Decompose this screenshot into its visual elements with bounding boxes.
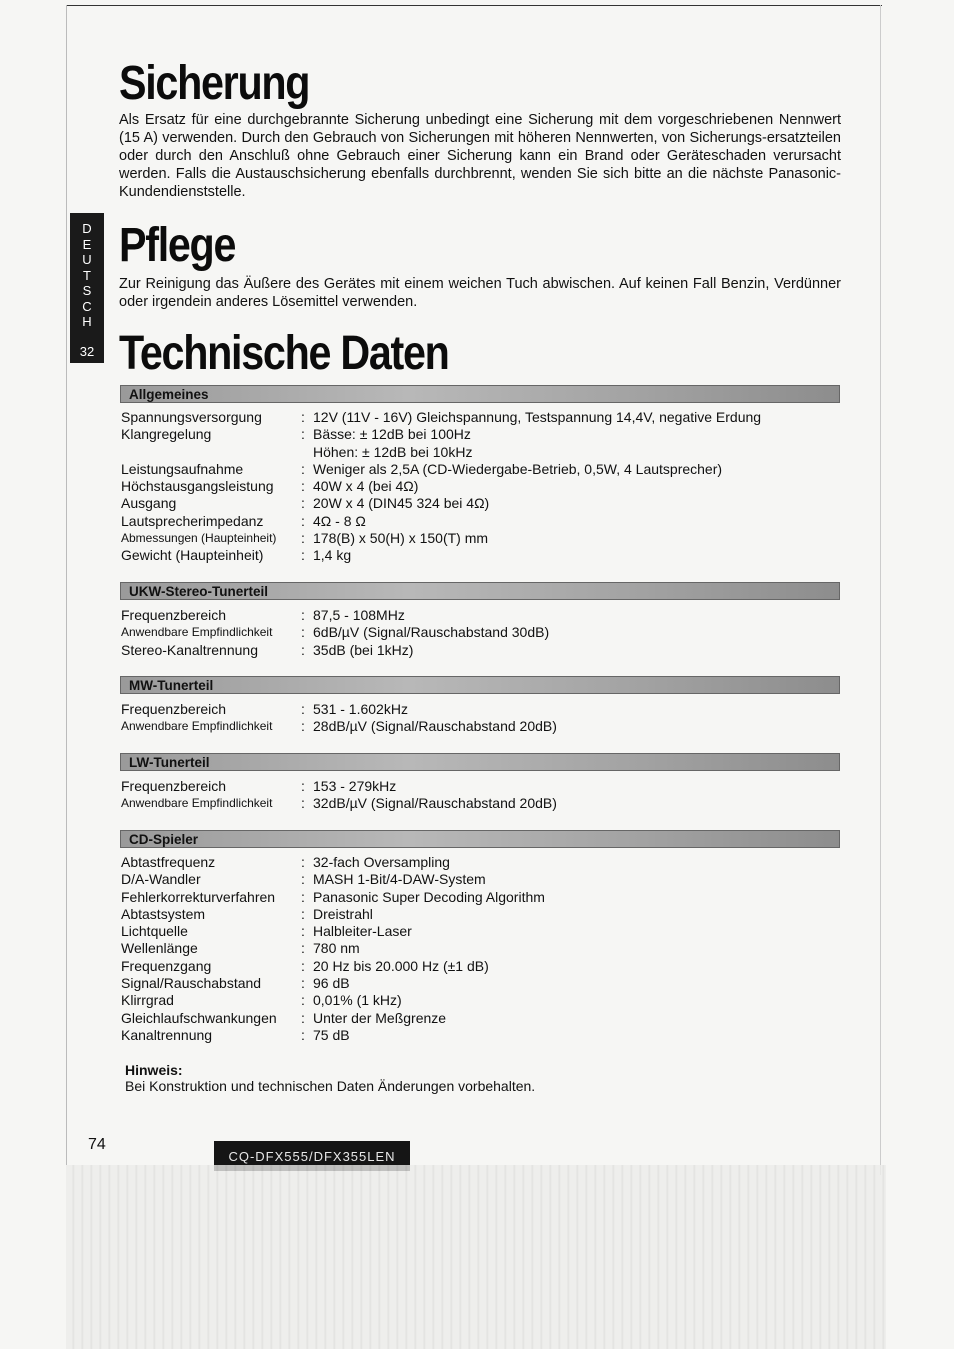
spec-value: Dreistrahl — [313, 905, 373, 922]
spec-value: 32-fach Oversampling — [313, 854, 450, 870]
section-band-mw — [120, 676, 840, 694]
spec-row — [121, 906, 841, 923]
lang-letter: T — [83, 267, 91, 283]
heading-sicherung: Sicherung — [119, 57, 310, 110]
spec-value: 35dB (bei 1kHz) — [313, 641, 414, 658]
lang-letter: S — [82, 283, 92, 298]
spec-colon: : — [301, 701, 305, 717]
section-title: Allgemeines — [129, 387, 209, 402]
lang-letter: U — [82, 252, 92, 267]
spec-key: Ausgang — [121, 495, 177, 512]
spec-row — [121, 854, 841, 871]
section-band-lw — [120, 753, 840, 771]
spec-colon: : — [301, 957, 305, 974]
spec-colon: : — [301, 607, 305, 623]
sicherung-text: Als Ersatz für eine durchgebrannte Sicherung unbedingt eine Sicherung mit dem vorgeschriebenen Nennwert (15 A) verwenden. Durch den Gebrauch von Sicherungen mit höheren Nennwerten, von Sicherungs-ersatzteilen oder durch den Anschluß ohne Gebrauch einer Sicherung kann ein Brand oder Geräteschaden verursacht werden. Falls die Austauschsicherung ebenfalls durchbrennt, wenden Sie sich bitte an die nächste Panasonic-Kundendienststelle. — [119, 112, 841, 200]
spec-colon: : — [301, 409, 305, 425]
spec-key: Anwendbare Empfindlichkeit — [121, 796, 273, 811]
spec-key: Abtastsystem — [121, 905, 206, 922]
spec-colon: : — [301, 905, 305, 922]
spec-value: 96 dB — [313, 975, 350, 992]
spec-key: Fehlerkorrekturverfahren — [121, 888, 276, 905]
spec-key: Gewicht (Haupteinheit) — [121, 547, 264, 564]
page-number: 74 — [88, 1136, 106, 1153]
spec-value: 28dB/µV (Signal/Rauschabstand 20dB) — [313, 718, 557, 735]
spec-row — [121, 871, 841, 888]
top-rule — [66, 5, 882, 6]
spec-key: Frequenzgang — [121, 957, 212, 974]
note-text: Bei Konstruktion und technischen Daten Änderungen vorbehalten. — [125, 1078, 536, 1094]
section-title: MW-Tunerteil — [129, 678, 214, 693]
spec-row — [121, 409, 841, 426]
spec-row — [121, 461, 841, 478]
spec-key: Frequenzbereich — [121, 607, 227, 623]
spec-table-cd — [121, 854, 841, 1044]
spec-row — [121, 642, 841, 659]
spec-row — [121, 530, 841, 547]
spec-value: 153 - 279kHz — [313, 778, 397, 794]
spec-row — [121, 701, 841, 718]
spec-key: Lichtquelle — [121, 923, 188, 940]
spec-row — [121, 607, 841, 624]
spec-row — [121, 958, 841, 975]
spec-value: 178(B) x 50(H) x 150(T) mm — [313, 530, 489, 547]
section-band-allgemeines — [120, 385, 840, 403]
spec-colon: : — [301, 530, 305, 547]
spec-row — [121, 426, 841, 443]
spec-key: Wellenlänge — [121, 940, 198, 957]
spec-key: Klangregelung — [121, 426, 212, 443]
spec-colon: : — [301, 512, 305, 529]
section-band-cd — [120, 830, 840, 848]
spec-colon: : — [301, 923, 305, 940]
lang-letter: C — [82, 298, 92, 314]
spec-colon: : — [301, 1009, 305, 1026]
spec-value: MASH 1-Bit/4-DAW-System — [313, 871, 486, 888]
spec-value: Unter der Meßgrenze — [313, 1009, 447, 1026]
spec-row — [121, 718, 841, 735]
heading-pflege: Pflege — [119, 219, 236, 272]
spec-value: 40W x 4 (bei 4Ω) — [313, 478, 419, 495]
spec-value: Panasonic Super Decoding Algorithm — [313, 888, 545, 905]
spec-colon: : — [301, 547, 305, 564]
spec-key: Gleichlaufschwankungen — [121, 1009, 277, 1026]
spec-row — [121, 889, 841, 906]
section-title: CD-Spieler — [129, 832, 199, 847]
spec-row — [121, 495, 841, 512]
spec-value: 0,01% (1 kHz) — [313, 992, 402, 1009]
right-rule — [880, 5, 881, 1175]
spec-value: 87,5 - 108MHz — [313, 607, 405, 623]
lang-letter: H — [82, 314, 92, 329]
spec-value: 20 Hz bis 20.000 Hz (±1 dB) — [313, 957, 489, 974]
spec-key: Klirrgrad — [121, 992, 174, 1009]
spec-value: 6dB/µV (Signal/Rauschabstand 30dB) — [313, 624, 550, 641]
lang-letter: E — [82, 236, 92, 252]
spec-value: 4Ω - 8 Ω — [313, 512, 366, 529]
spec-key: Stereo-Kanaltrennung — [121, 641, 258, 658]
spec-key — [121, 444, 301, 461]
lang-letter: D — [82, 221, 92, 236]
spec-table-mw — [121, 701, 841, 736]
spec-key: Frequenzbereich — [121, 701, 227, 717]
spec-colon: : — [301, 1026, 305, 1043]
spec-value: 75 dB — [313, 1026, 350, 1043]
spec-value: 20W x 4 (DIN45 324 bei 4Ω) — [313, 495, 490, 512]
spec-value: 780 nm — [313, 940, 360, 957]
spec-key: Kanaltrennung — [121, 1026, 213, 1043]
spec-colon: : — [301, 778, 305, 794]
spec-row — [121, 547, 841, 564]
section-title: UKW-Stereo-Tunerteil — [129, 584, 268, 599]
spec-colon: : — [301, 940, 305, 957]
spec-row — [121, 778, 841, 795]
spec-colon: : — [301, 718, 305, 735]
section-title: LW-Tunerteil — [129, 755, 210, 770]
spec-row — [121, 513, 841, 530]
spec-value: Halbleiter-Laser — [313, 923, 412, 940]
spec-key: Höchstausgangsleistung — [121, 478, 274, 495]
spec-row — [121, 624, 841, 641]
spec-key: D/A-Wandler — [121, 871, 201, 888]
spec-colon: : — [301, 478, 305, 495]
spec-colon: : — [301, 871, 305, 888]
spec-value: Weniger als 2,5A (CD-Wiedergabe-Betrieb, 0,5W, 4 Lautsprecher) — [313, 460, 723, 477]
spec-row — [121, 975, 841, 992]
spec-table-lw — [121, 778, 841, 813]
spec-key: Frequenzbereich — [121, 778, 227, 794]
section-page-number: 32 — [79, 343, 95, 359]
language-tab — [70, 213, 104, 363]
spec-row — [121, 1027, 841, 1044]
spec-value: 1,4 kg — [313, 547, 352, 564]
spec-colon: : — [301, 495, 305, 512]
section-band-ukw — [120, 582, 840, 600]
spec-row — [121, 478, 841, 495]
spec-row — [121, 940, 841, 957]
spec-key: Abmessungen (Haupteinheit) — [121, 531, 277, 546]
spec-row — [121, 1010, 841, 1027]
spec-colon: : — [301, 460, 305, 477]
spec-table-ukw — [121, 607, 841, 659]
spec-key: Lautsprecherimpedanz — [121, 512, 264, 529]
spec-row — [121, 923, 841, 940]
spec-key: Anwendbare Empfindlichkeit — [121, 625, 273, 640]
spec-colon: : — [301, 641, 305, 658]
spec-colon: : — [301, 992, 305, 1009]
heading-technische-daten: Technische Daten — [119, 327, 449, 380]
scan-background-strip — [66, 1165, 886, 1349]
spec-value: Bässe: ± 12dB bei 100Hz — [313, 426, 471, 443]
model-label: CQ-DFX555/DFX355LEN — [214, 1141, 410, 1171]
spec-key: Anwendbare Empfindlichkeit — [121, 719, 273, 734]
spec-colon: : — [301, 854, 305, 870]
left-rule — [66, 5, 67, 1165]
spec-table-allgemeines — [121, 409, 841, 565]
spec-colon: : — [301, 888, 305, 905]
pflege-text: Zur Reinigung das Äußere des Gerätes mit einem weichen Tuch abwischen. Auf keinen Fall Benzin, Verdünner oder irgendein anderes Lösemittel verwenden. — [119, 276, 841, 310]
spec-value: 531 - 1.602kHz — [313, 701, 408, 717]
note-title: Hinweis: — [125, 1062, 183, 1078]
spec-colon: : — [301, 975, 305, 992]
spec-value: Höhen: ± 12dB bei 10kHz — [313, 443, 473, 460]
spec-value: 12V (11V - 16V) Gleichspannung, Testspannung 14,4V, negative Erdung — [313, 409, 762, 425]
spec-colon: : — [301, 624, 305, 641]
spec-row — [121, 992, 841, 1009]
spec-key: Abtastfrequenz — [121, 854, 216, 870]
spec-colon: : — [301, 795, 305, 812]
language-letters — [82, 221, 91, 330]
spec-key: Signal/Rauschabstand — [121, 975, 262, 992]
spec-row — [121, 444, 841, 461]
spec-colon: : — [301, 426, 305, 443]
spec-key: Spannungsversorgung — [121, 409, 262, 425]
spec-row — [121, 795, 841, 812]
spec-key: Leistungsaufnahme — [121, 460, 244, 477]
spec-value: 32dB/µV (Signal/Rauschabstand 20dB) — [313, 795, 557, 812]
